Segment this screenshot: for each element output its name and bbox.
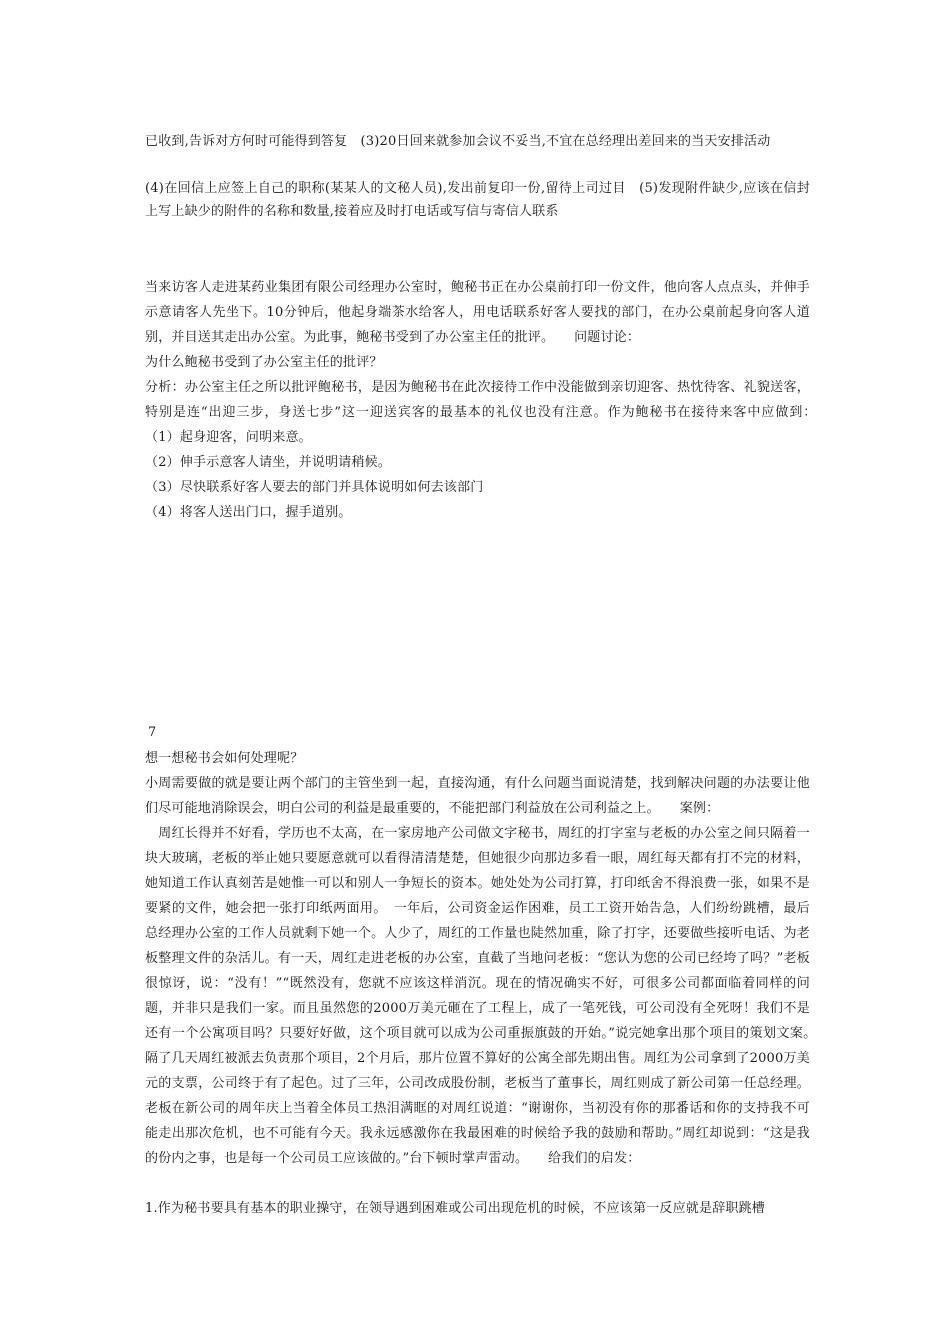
paragraph-analysis: 分析：办公室主任之所以批评鲍秘书，是因为鲍秘书在此次接待工作中没能做到亲切迎客、热忱待客、礼貌送客，特别是连“出迎三步，身送七步”这一迎送宾客的最基本的礼仪也没有注意。作为鲍秘书在接待来客中应做到： （1）起身迎客，问明来意。 [145, 380, 863, 445]
paragraph-reply-notes-1: 已收到,告诉对方何时可能得到答复 (3)20日回来就参加会议不妥当,不宜在总经理出差回来的当天安排活动 [145, 134, 771, 149]
paragraph-visitor-case: 当来访客人走进某药业集团有限公司经理办公室时，鲍秘书正在办公桌前打印一份文件，他向客人点点头，并伸手示意请客人先坐下。10分钟后，他起身端茶水给客人，用电话联系好客人要找的部门，在办公桌前起身向客人道别，并目送其走出办公室。为此事，鲍秘书受到了办公室主任的批评。 问题讨论： [145, 280, 810, 345]
paragraph-question: 为什么鲍秘书受到了办公室主任的批评？ [145, 355, 383, 370]
paragraph-reply-notes-2: (4)在回信上应签上自己的职称(某某人的文秘人员),发出前复印一份,留待上司过目 (5)发现附件缺少,应该在信封上写上缺少的附件的名称和数量,接着应及时打电话或写信与寄信人联系 [145, 181, 810, 219]
paragraph-zhouhong-case: 周红长得并不好看，学历也不太高，在一家房地产公司做文字秘书，周红的打字室与老板的办公室之间只隔着一块大玻璃，老板的举止她只要愿意就可以看得清清楚楚，但她很少向那边多看一眼，周红每天都有打不完的材料，她知道工作认真刻苦是她惟一可以和别人一争短长的资本。她处处为公司打算，打印纸舍不得浪费一张，如果不是要紧的文件，她会把一张打印纸两面用。 一年后，公司资金运作困难，员工工资开始告急，人们纷纷跳槽，最后总经理办公室的工作人员就剩下她一个。人少了，周红的工作量也陡然加重，除了打字，还要做些接听电话、为老板整理文件的杂活儿。有一天，周红走进老板的办公室，直截了当地问老板：“您认为您的公司已经垮了吗？”老板很惊讶，说：“没有！”“既然没有，您就不应该这样消沉。现在的情况确实不好，可很多公司都面临着同样的问题，并非只是我们一家。而且虽然您的2000万美元砸在了工程上，成了一笔死钱，可公司没有全死呀！我们不是还有一个公寓项目吗？只要好好做，这个项目就可以成为公司重振旗鼓的开始。”说完她拿出那个项目的策划文案。 隔了几天周红被派去负责那个项目，2个月后，那片位置不算好的公寓全部先期出售。周红为公司拿到了2000万美元的支票，公司终于有了起色。过了三年，公司改成股份制，老板当了董事长，周红则成了新公司第一任总经理。老板在新公司的周年庆上当着全体员工热泪满眶的对周红说道：“谢谢你，当初没有你的那番话和你的支持我不可能走出那次危机，也不可能有今天。我永远感激你在我最困难的时候给予我的鼓励和帮助。”周红却说到：“这是我的份内之事，也是每一个公司员工应该做的。”台下顿时掌声雷动。 给我们的启发： [145, 826, 837, 1166]
paragraph-lesson-1: 1.作为秘书要具有基本的职业操守，在领导遇到困难或公司出现危机的时候，不应该第一反应就是辞职跳槽 [145, 1201, 766, 1216]
paragraph-think: 想一想秘书会如何处理呢？ [145, 751, 304, 766]
page-number: 7 [148, 725, 157, 740]
paragraph-xiaozhou: 小周需要做的就是要让两个部门的主管坐到一起，直接沟通，有什么问题当面说清楚，找到解决问题的办法要让他们尽可能地消除误会，明白公司的利益是最重要的，不能把部门利益放在公司利益之上。 案例： [145, 776, 810, 816]
list-item-step-2: （2）伸手示意客人请坐，并说明请稍候。 [145, 455, 392, 470]
list-item-step-4: （4）将客人送出门口，握手道别。 [145, 505, 352, 520]
list-item-step-3: （3）尽快联系好客人要去的部门并具体说明如何去该部门 [145, 480, 484, 495]
